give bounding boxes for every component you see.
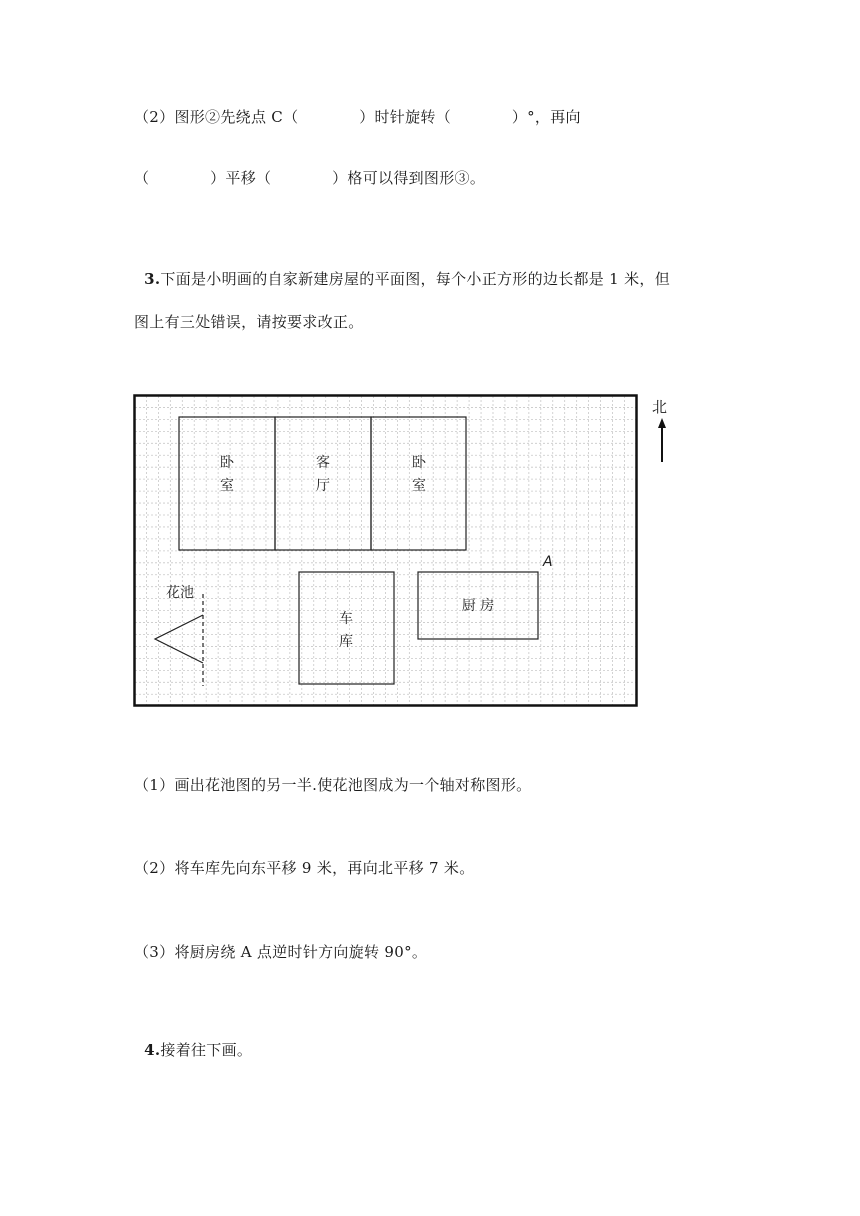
garage-label-2: 库 bbox=[339, 634, 353, 650]
q3-task-2: （2）将车库先向东平移 9 米，再向北平移 7 米。 bbox=[134, 859, 475, 877]
living-room-label-1: 客 bbox=[316, 455, 330, 471]
north-label: 北 bbox=[652, 398, 668, 416]
q3-line2: 图上有三处错误，请按要求改正。 bbox=[134, 313, 364, 331]
point-a-label: A bbox=[543, 554, 553, 570]
q3-text-1: 下面是小明画的自家新建房屋的平面图，每个小正方形的边长都是 1 米，但 bbox=[160, 270, 670, 288]
q4-text: 接着往下画。 bbox=[160, 1041, 253, 1059]
north-arrow-icon bbox=[652, 396, 676, 466]
q3-number: 3. bbox=[144, 270, 161, 288]
q3-task-1: （1）画出花池图的另一半.使花池图成为一个轴对称图形。 bbox=[134, 776, 532, 794]
bedroom-left-label-2: 室 bbox=[220, 478, 234, 494]
bedroom-left-label-1: 卧 bbox=[220, 455, 234, 471]
bedroom-right-label-2: 室 bbox=[412, 478, 426, 494]
q2-sub2-line2: （ ）平移（ ）格可以得到图形③。 bbox=[134, 169, 486, 187]
q2-sub2-line1: （2）图形②先绕点 C（ ）时针旋转（ ）°，再向 bbox=[134, 108, 581, 126]
q4-number: 4. bbox=[144, 1041, 161, 1059]
bedroom-right-label-1: 卧 bbox=[412, 455, 426, 471]
garage-outline bbox=[299, 572, 394, 684]
flower-pool-label: 花池 bbox=[166, 585, 194, 601]
north-indicator bbox=[652, 396, 676, 466]
q3-line1 bbox=[134, 250, 670, 289]
kitchen-label: 厨 房 bbox=[461, 598, 495, 614]
floor-plan bbox=[133, 394, 638, 707]
living-room-label-2: 厅 bbox=[316, 478, 330, 494]
q3-task-3: （3）将厨房绕 A 点逆时针方向旋转 90°。 bbox=[134, 943, 428, 961]
q4-line bbox=[134, 1021, 252, 1060]
garage-label-1: 车 bbox=[339, 611, 353, 627]
